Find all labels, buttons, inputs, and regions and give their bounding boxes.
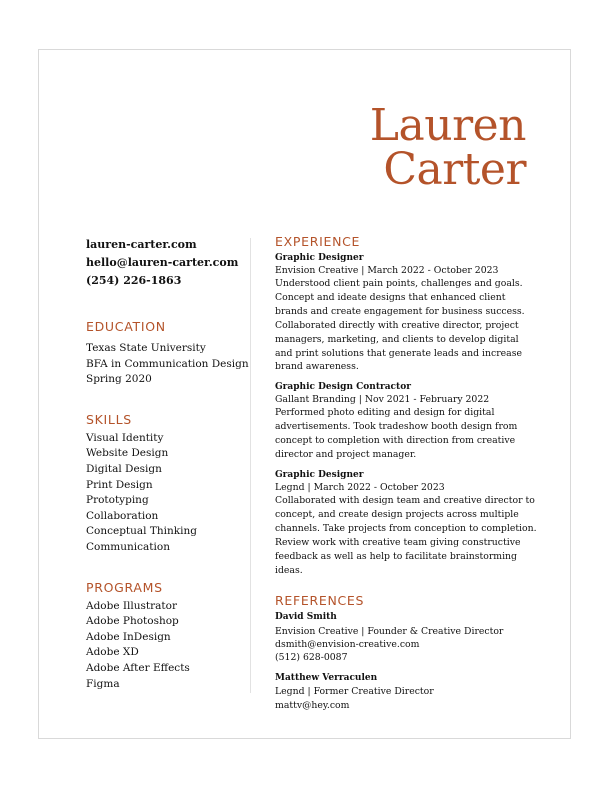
job-entry: [275, 469, 535, 577]
skills-section: [86, 412, 246, 556]
job-entry: [275, 381, 535, 462]
contact-section: [86, 236, 246, 290]
job-title: Graphic Designer: [275, 253, 364, 263]
programs-section: [86, 580, 246, 693]
reference-role: Legnd | Former Creative Director: [275, 686, 434, 698]
contact-email[interactable]: hello@lauren-carter.com: [86, 256, 239, 269]
education-date: Spring 2020: [86, 373, 152, 386]
references-heading: REFERENCES: [275, 593, 365, 609]
reference-email[interactable]: dsmith@envision-creative.com: [275, 638, 420, 650]
skills-heading: SKILLS: [86, 411, 132, 427]
program-item: Figma: [86, 677, 120, 690]
reference-role: Envision Creative | Founder & Creative Director: [275, 625, 504, 637]
program-item: Adobe After Effects: [86, 661, 190, 674]
job-description: Performed photo editing and design for digital advertisements. Took tradeshow booth design from concept to completion with direction from creative director and project manager.: [275, 407, 518, 461]
reference-entry: [275, 611, 535, 664]
resume-name: [369, 100, 526, 195]
reference-phone: (512) 628-0087: [275, 652, 348, 664]
program-item: Adobe Illustrator: [86, 599, 177, 612]
right-column: [275, 234, 535, 712]
job-meta: Legnd | March 2022 - October 2023: [275, 481, 445, 493]
education-school: Texas State University: [86, 342, 206, 354]
program-item: Adobe XD: [86, 646, 139, 659]
skill-item: Digital Design: [86, 462, 162, 475]
skill-item: Communication: [86, 540, 170, 553]
job-title: Graphic Design Contractor: [275, 382, 411, 393]
column-divider: [250, 238, 251, 693]
job-meta: Envision Creative | March 2022 - October 2023: [275, 265, 499, 276]
education-section: [86, 319, 249, 388]
reference-name: David Smith: [275, 612, 337, 623]
references-section: [275, 593, 535, 711]
programs-heading: PROGRAMS: [86, 579, 163, 595]
contact-phone: (254) 226-1863: [86, 274, 182, 287]
education-degree: BFA in Communication Design: [86, 357, 249, 370]
job-entry: [275, 252, 535, 374]
experience-heading: EXPERIENCE: [275, 234, 361, 249]
skill-item: Prototyping: [86, 494, 149, 507]
job-description: Understood client pain points, challenges and goals. Concept and ideate designs that enhanced client brands and create engagement for business success. Collaborated directly with creative director, project managers, marketing, and clients to develop digital and print solutions that generate leads and increase brand awareness.: [275, 278, 525, 373]
program-item: Adobe Photoshop: [86, 615, 179, 628]
left-column: [86, 236, 249, 692]
reference-entry: [275, 672, 535, 712]
first-name: Lauren: [369, 100, 526, 151]
job-meta: Gallant Branding | Nov 2021 - February 2022: [275, 394, 490, 406]
program-item: Adobe InDesign: [86, 630, 171, 643]
skill-item: Conceptual Thinking: [86, 525, 197, 538]
skill-item: Website Design: [86, 447, 169, 460]
job-description: Collaborated with design team and creative director to concept, and create design projects across multiple channels. Take projects from conception to completion. Review work with creative team giving constructive feedback as well as help to facilitate brainstorming ideas.: [275, 494, 537, 576]
education-heading: EDUCATION: [86, 319, 166, 334]
experience-section: [275, 234, 535, 577]
job-title: Graphic Designer: [275, 469, 364, 480]
skill-item: Visual Identity: [86, 431, 164, 444]
skill-item: Collaboration: [86, 509, 159, 522]
skill-item: Print Design: [86, 478, 153, 491]
last-name: Carter: [383, 144, 526, 195]
contact-website[interactable]: lauren-carter.com: [86, 238, 197, 251]
reference-name: Matthew Verraculen: [275, 673, 378, 684]
reference-email[interactable]: mattv@hey.com: [275, 699, 350, 711]
